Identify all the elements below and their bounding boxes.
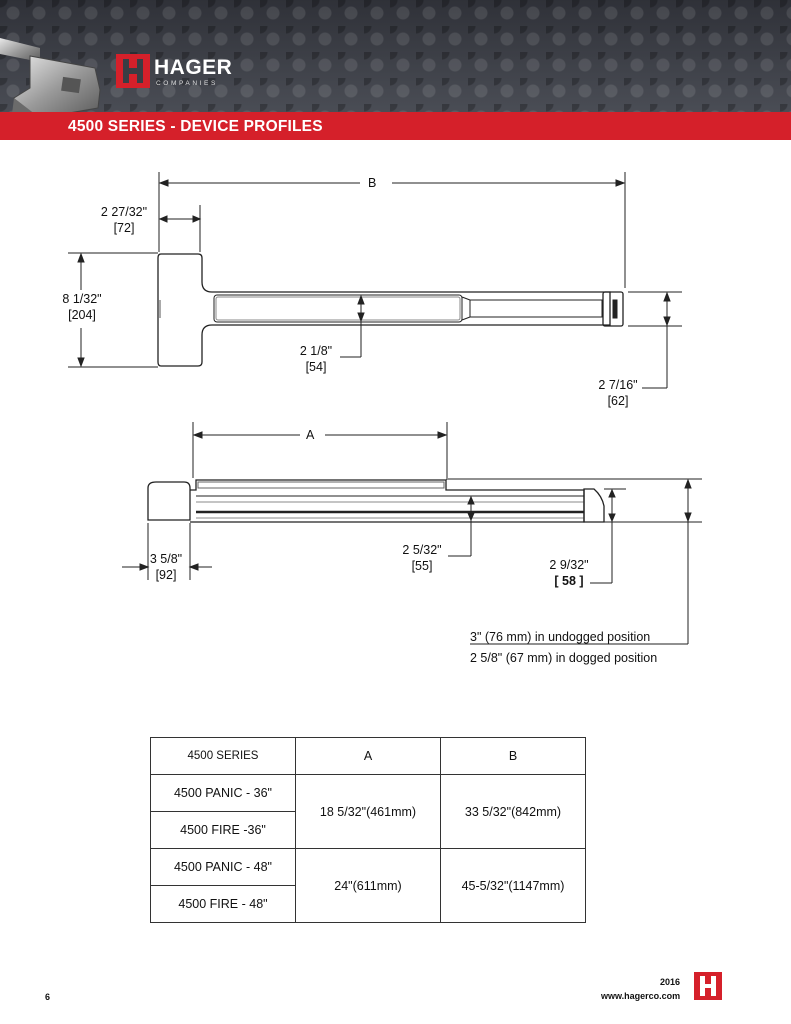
table-header-series: 4500 SERIES	[151, 738, 296, 775]
end-depth-mm: [ 58 ]	[554, 574, 584, 588]
stile-width-inches: 2 27/32"	[100, 205, 148, 219]
rail-depth-inches: 2 5/32"	[402, 543, 442, 557]
table-header-row	[151, 738, 586, 775]
note-undogged: 3" (76 mm) in undogged position	[470, 630, 651, 644]
dimension-b-label: B	[368, 176, 377, 190]
table-cell-a: 24"(611mm)	[296, 849, 441, 923]
rail-depth-mm: [55]	[411, 559, 433, 573]
end-cap-mm: [62]	[607, 394, 629, 408]
table-row	[151, 775, 586, 812]
stile-width-dim	[94, 204, 154, 236]
table-cell-b: 33 5/32"(842mm)	[441, 775, 586, 849]
stile-width-mm: [72]	[113, 221, 135, 235]
page-title: 4500 SERIES - DEVICE PROFILES	[68, 118, 323, 135]
end-cap-dim	[592, 377, 644, 409]
head-depth-inches: 3 5/8"	[149, 552, 183, 566]
head-depth-dim	[142, 551, 190, 583]
logo-wordmark: HAGER	[154, 56, 233, 79]
table-cell-model: 4500 PANIC - 48"	[151, 849, 296, 886]
logo-subtitle: COMPANIES	[156, 80, 218, 87]
footer-url: www.hagerco.com	[601, 991, 681, 1001]
top-view-drawing	[68, 172, 682, 388]
dimensions-table	[150, 737, 586, 923]
page-number: 6	[45, 992, 51, 1002]
bar-height-inches: 2 1/8"	[299, 344, 333, 358]
height-mm: [204]	[68, 308, 96, 322]
end-depth-inches: 2 9/32"	[549, 558, 589, 572]
table-header-a: A	[296, 738, 441, 775]
table-header-b: B	[441, 738, 586, 775]
bar-height-dim	[292, 343, 340, 375]
bar-height-mm: [54]	[305, 360, 327, 374]
dimension-a-label: A	[306, 428, 315, 442]
note-dogged: 2 5/8" (67 mm) in dogged position	[470, 651, 658, 665]
footer-year: 2016	[660, 977, 681, 987]
end-cap-inches: 2 7/16"	[598, 378, 638, 392]
height-dim	[54, 291, 110, 323]
table-cell-b: 45-5/32"(1147mm)	[441, 849, 586, 923]
table-cell-model: 4500 PANIC - 36"	[151, 775, 296, 812]
end-depth-dim	[542, 557, 596, 589]
side-view-drawing	[122, 422, 702, 644]
table-cell-a: 18 5/32"(461mm)	[296, 775, 441, 849]
table-cell-model: 4500 FIRE -36"	[151, 812, 296, 849]
table-row	[151, 849, 586, 886]
table-cell-model: 4500 FIRE - 48"	[151, 886, 296, 923]
rail-depth-dim	[396, 542, 448, 574]
hager-footer-logo-icon	[694, 972, 722, 1000]
head-depth-mm: [92]	[155, 568, 177, 582]
height-inches: 8 1/32"	[62, 292, 102, 306]
